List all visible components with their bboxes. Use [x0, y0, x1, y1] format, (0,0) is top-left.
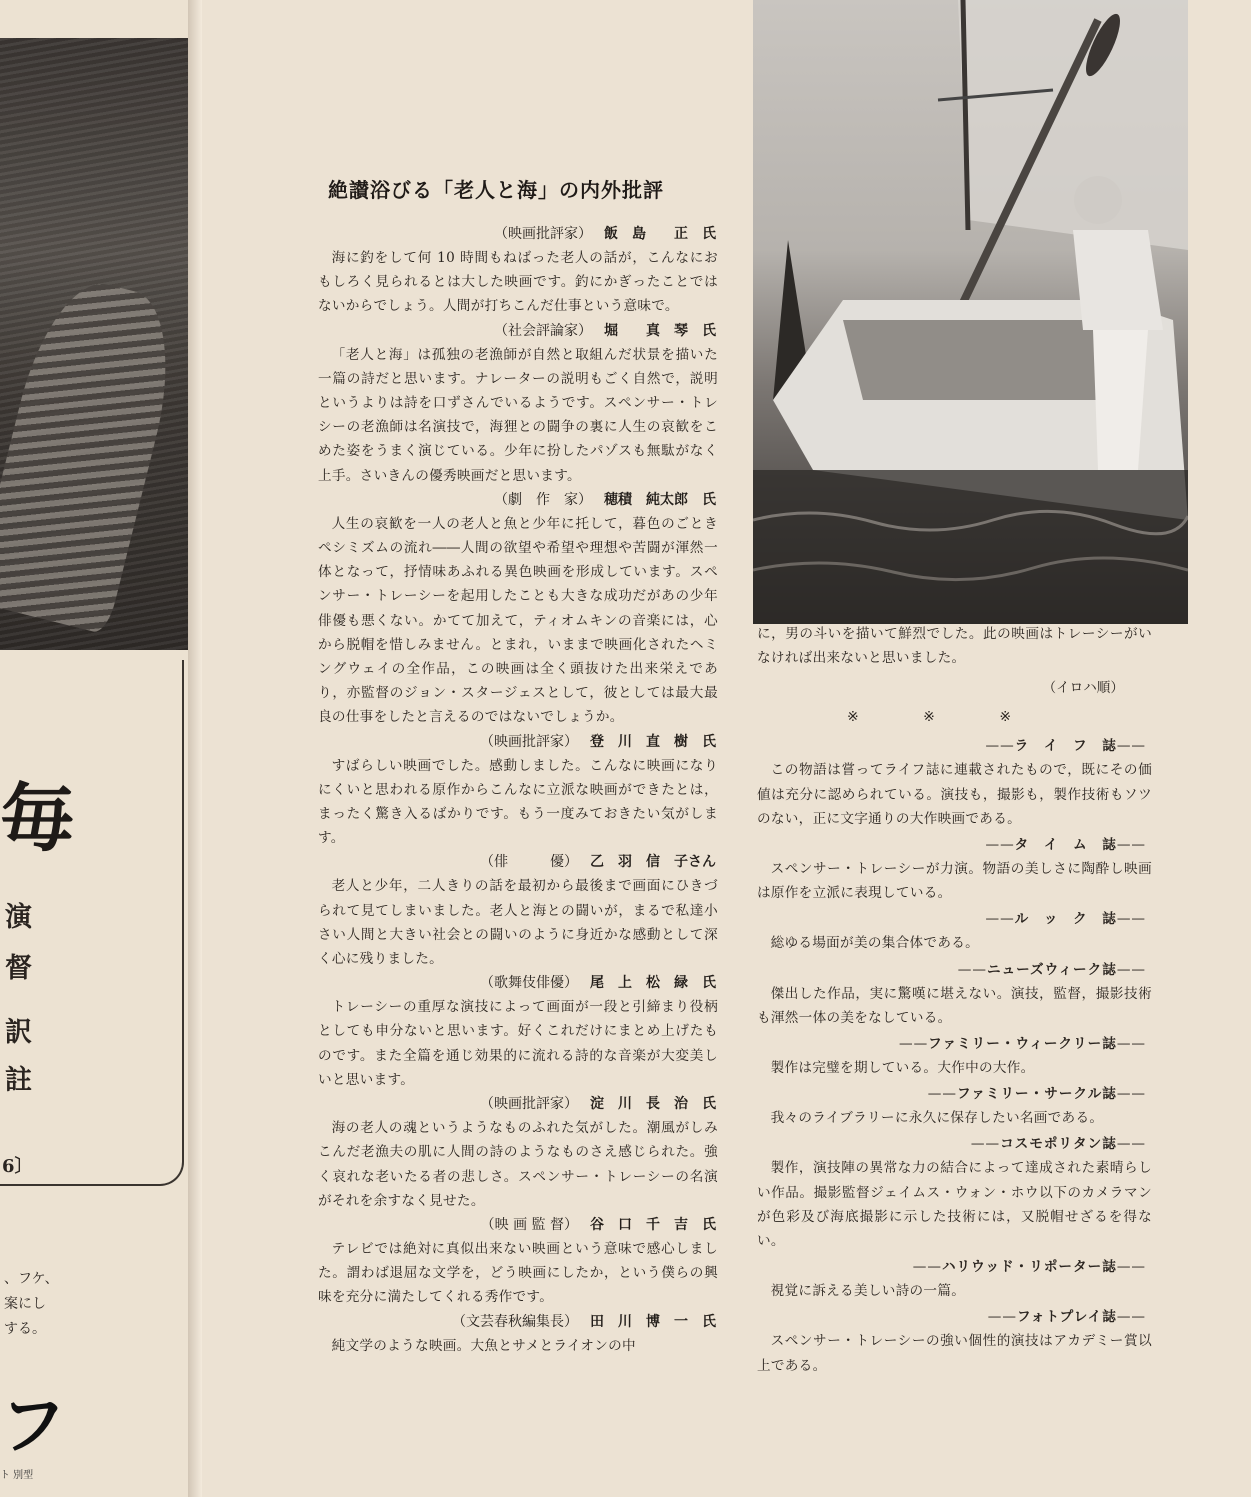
magazine-heading: —— タ イ ム 誌 ——: [757, 833, 1146, 857]
reviewer-role: （社会評論家）: [494, 322, 592, 339]
reviewer-role: （文芸春秋編集長）: [452, 1313, 578, 1330]
review-text: 老人と少年，二人きりの話を最初から最後まで画面にひきづられて見てしまいました。老人と海との闘いが，まるで私達小さい人間と大きい社会との闘いのように身近かな感動として深く心に残りました。: [318, 878, 718, 968]
magazine-heading: —— ファミリー・サークル誌 ——: [757, 1082, 1146, 1106]
big-title-char: 毎: [0, 776, 70, 862]
magazine-review: スペンサー・トレーシーの強い個性的演技はアカデミー賞以上である。: [757, 1333, 1152, 1374]
magazine-heading: —— コスモポリタン誌 ——: [757, 1132, 1146, 1156]
reviewer-role: （劇 作 家）: [494, 491, 592, 508]
reviewer-role: （映 画 監 督）: [480, 1216, 578, 1233]
magazine-review: 製作は完璧を期している。大作中の大作。: [770, 1060, 1035, 1077]
reviewer-name: 堀 真 琴 氏: [604, 322, 716, 339]
magazine-heading: —— ファミリー・ウィークリー誌 ——: [757, 1032, 1146, 1056]
magazine-heading: —— フォトプレイ誌 ——: [757, 1305, 1146, 1329]
review-text: すばらしい映画でした。感動しました。こんなに映画になりにくいと思われる原作からこんなに立派な映画ができたとは，まったく驚き入るばかりです。もう一度みておきたい気がします。: [318, 757, 718, 847]
review-text: トレーシーの重厚な演技によって画面が一段と引締まり役柄としても申分ないと思います。好くこれだけにまとめ上げたものです。また全篇を通じ効果的に流れる詩的な音楽が大変美しいと思います。: [318, 999, 718, 1088]
footer-note: ト 別型: [0, 1470, 34, 1481]
reviewer-role: （俳 優）: [480, 854, 578, 871]
review-byline: [318, 850, 718, 874]
reviewer-role: （映画批評家）: [480, 733, 578, 750]
magazine-review: スペンサー・トレーシーが力演。物語の美しさに陶酔し映画は原作を立派に表現している。: [757, 861, 1152, 902]
left-text-line: する。: [4, 1321, 46, 1337]
magazine-review: 我々のライブラリーに永久に保存したい名画である。: [770, 1110, 1104, 1127]
review-continuation: に，男の斗いを描いて鮮烈でした。此の映画はトレーシーがいなければ出来ないと思いました。: [757, 626, 1152, 667]
reviewer-role: （映画批評家）: [480, 1096, 578, 1113]
boat-hull-shape: [0, 271, 189, 635]
review-text: 「老人と海」は孤独の老漁師が自然と取組んだ状景を描いた一篇の詩だと思います。ナレーターの説明もごく自然で，説明というよりは詩を口ずさんでいるようです。スペンサー・トレシーの老漁師は名演技で，海狸との闘争の裏に人生の哀歓をこめた姿をうまく演じている。少年に扮したパゾスも無駄がなく上手。さいきんの優秀映画だと思います。: [318, 346, 718, 484]
magazine-heading: —— ニューズウィーク誌 ——: [757, 958, 1146, 982]
credit-char: 督: [5, 953, 32, 984]
article-title: 絶讃浴びる「老人と海」の内外批評: [328, 178, 664, 202]
review-byline: [318, 222, 718, 246]
review-text: テレビでは絶対に真似出来ない映画という意味で感心しました。謂わば退屈な文学を，どう映画にしたか，という僕らの興味を充分に満たしてくれる秀作です。: [318, 1240, 718, 1306]
reviews-column-left: [318, 222, 718, 1358]
magazine-review: この物語は嘗ってライフ誌に連載されたもので，既にその価値は充分に認められている。演技も，撮影も，製作技術もソツのない，正に文字通りの大作映画である。: [757, 762, 1152, 827]
reviews-column-right: [757, 622, 1152, 1378]
review-text: 海に釣をして何 10 時間もねばった老人の話が，こんなにおもしろく見られるとは大した映画です。釣にかぎったことではないからでしょう。人間が打ちこんだ仕事という意味で。: [318, 250, 718, 315]
order-note: （イロハ順）: [1042, 680, 1124, 697]
magazine-heading: —— ラ イ フ 誌 ——: [757, 734, 1146, 758]
boat-photo-left: [0, 38, 188, 650]
reviewer-name: 登 川 直 樹 氏: [590, 733, 716, 750]
review-byline: [318, 1310, 718, 1334]
left-text-line: 、フケ、: [4, 1271, 59, 1287]
magazine-review: 総ゆる場面が美の集合体である。: [770, 935, 979, 952]
magazine-heading: —— ハリウッド・リポーター誌 ——: [757, 1255, 1146, 1279]
review-text: 純文学のような映画。大魚とサメとライオンの中: [331, 1337, 636, 1354]
reviewer-name: 尾 上 松 緑 氏: [590, 975, 716, 992]
reviewer-role: （映画批評家）: [494, 226, 592, 242]
magazine-review: 製作，演技陣の異常な力の結合によって達成された素晴らしい作品。撮影監督ジェイムス・ウォン・ホウ以下のカメラマンが色彩及び海底撮影に示した技術には，又脱帽せざるを得ない。: [757, 1160, 1152, 1250]
review-byline: [318, 488, 718, 512]
reviewer-name: 穂積 純太郎 氏: [604, 491, 716, 508]
review-text: 人生の哀歓を一人の老人と魚と少年に托して，暮色のごときペシミズムの流れ――人間の欲望や希望や理想や苦闘が渾然一体となって，抒情味あふれる異色映画を形成しています。スペンサー・トレーシーを起用したことも大きな成功だがあの少年俳優も悪くない。かてて加えて，ティオムキンの音楽には，心から脱帽を惜しみません。とまれ，いままで映画化されたヘミングウェイの全作品，この映画は全く頭抜けた出来栄えであり，亦監督のジョン・スタージェスとして，彼としては最大最良の仕事をしたと言えるのではないでしょうか。: [318, 515, 718, 726]
magazine-heading: —— ル ッ ク 誌 ——: [757, 907, 1146, 931]
review-byline: [318, 971, 718, 995]
reviewer-name: 淀 川 長 治 氏: [590, 1096, 716, 1113]
review-byline: [318, 1213, 718, 1237]
adjacent-page-strip: [0, 0, 196, 1497]
bracket-number: 6〕: [2, 1156, 33, 1177]
credit-char: 訳: [5, 1017, 32, 1048]
reviewer-name: 田 川 博 一 氏: [590, 1313, 716, 1330]
credit-char: 註: [5, 1065, 32, 1096]
magazine-review: 傑出した作品，実に驚嘆に堪えない。演技，監督，撮影技術も渾然一体の美をなしている。: [757, 985, 1152, 1026]
review-byline: [318, 319, 718, 343]
reviewer-name: 乙 羽 信 子さん: [590, 854, 716, 871]
logo-mark: フ: [0, 1387, 63, 1464]
reviewer-name: 飯 島 正 氏: [604, 226, 716, 242]
photo-illustration: [753, 0, 1188, 624]
magazine-review: 視覚に訴える美しい詩の一篇。: [770, 1283, 966, 1300]
reviewer-name: 谷 口 千 吉 氏: [590, 1216, 716, 1233]
reviewer-role: （歌舞伎俳優）: [480, 975, 578, 992]
left-text-line: 案にし: [4, 1296, 46, 1312]
old-man-boat-photo: [753, 0, 1188, 624]
section-marks: ※ ※ ※: [847, 709, 1012, 726]
review-byline: [318, 1092, 718, 1116]
review-text: 海の老人の魂というようなものふれた気がした。潮風がしみこんだ老漁夫の肌に人間の詩のようなものさえ感じられた。強く哀れな老いたる者の悲しさ。スペンサー・トレーシーの名演がそれを余すなく見せた。: [318, 1120, 718, 1209]
page-gutter: [188, 0, 202, 1497]
review-byline: [318, 730, 718, 754]
credit-char: 演: [5, 902, 32, 933]
